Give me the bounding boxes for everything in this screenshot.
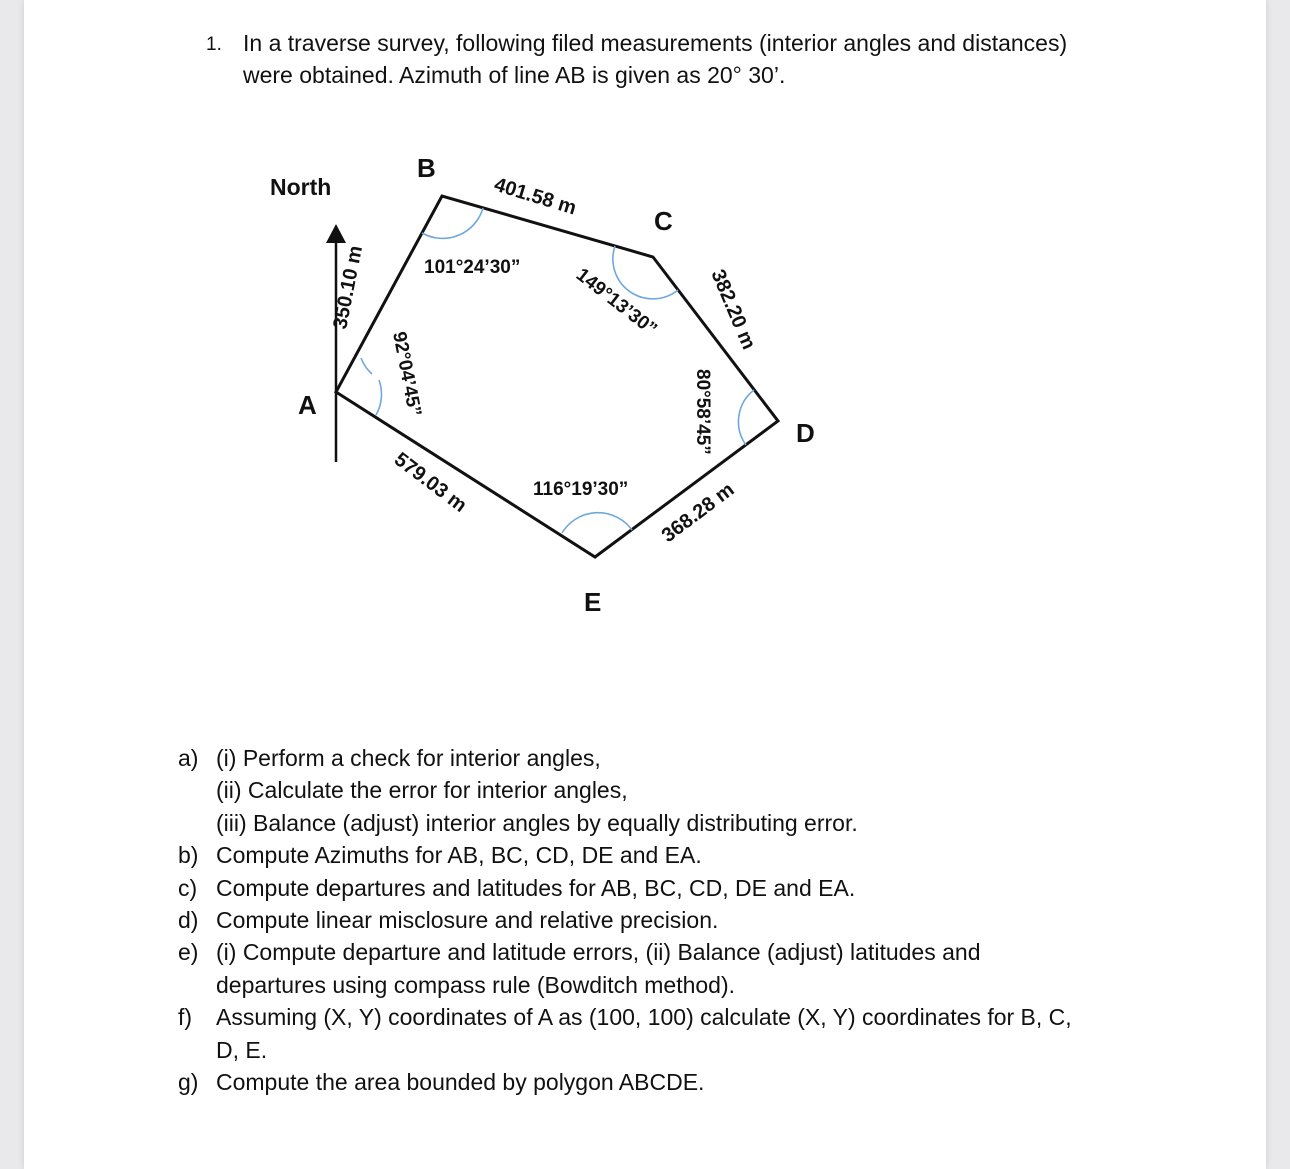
distance-label-cd: 382.20 m (706, 266, 760, 353)
part-label: f) (178, 1004, 193, 1031)
question-line: In a traverse survey, following filed measurements (interior angles and distances) (243, 30, 1068, 56)
angle-arc-d (738, 390, 754, 445)
part-line: departures using compass rule (Bowditch method). (216, 971, 736, 998)
part-label: c) (178, 874, 198, 901)
part-c (178, 872, 1072, 904)
distance-label-bc: 401.58 m (491, 173, 579, 220)
question-parts (178, 742, 1072, 1098)
distance-label-ab: 350.10 m (329, 243, 368, 331)
angle-arc-b (422, 208, 483, 238)
angle-label-e: 116°19’30” (533, 479, 629, 500)
point-label-e: E (584, 587, 602, 617)
point-label-d: D (796, 418, 815, 448)
part-e (178, 936, 1072, 1001)
part-a (178, 742, 1072, 839)
part-b (178, 839, 1072, 871)
part-line: Assuming (X, Y) coordinates of A as (100, 100) calculate (X, Y) coordinates for B, C, (216, 1004, 1072, 1031)
part-d (178, 904, 1072, 936)
part-line: (iii) Balance (adjust) interior angles by equally distributing error. (216, 809, 858, 836)
part-label: g) (178, 1069, 199, 1096)
part-line: Compute the area bounded by polygon ABCDE. (216, 1069, 705, 1096)
part-line: (ii) Calculate the error for interior angles, (216, 777, 628, 804)
part-line: Compute departures and latitudes for AB, BC, CD, DE and EA. (216, 874, 856, 901)
north-arrow-icon (326, 224, 346, 243)
point-label-a: A (298, 390, 317, 420)
part-f (178, 1001, 1072, 1066)
part-line: (i) Compute departure and latitude errors, (ii) Balance (adjust) latitudes and (216, 939, 981, 966)
distance-label-de: 368.28 m (657, 478, 739, 547)
angle-arc-a (361, 358, 372, 374)
part-label: a) (178, 745, 199, 771)
question-line: were obtained. Azimuth of line AB is given as 20° 30’. (243, 62, 786, 88)
part-line: Compute Azimuths for AB, BC, CD, DE and EA. (216, 842, 702, 869)
angle-label-d: 80°58’45” (692, 369, 713, 455)
angle-arc-a2 (376, 380, 381, 415)
part-label: b) (178, 842, 199, 869)
angle-label-c: 149°13’30” (571, 264, 661, 341)
part-line: D, E. (216, 1036, 268, 1063)
angle-label-b: 101°24’30” (424, 257, 521, 278)
point-label-b: B (417, 153, 436, 183)
part-g (178, 1066, 1072, 1098)
question-number: 1. (206, 34, 222, 55)
part-label: d) (178, 907, 199, 934)
angle-arc-e (562, 513, 632, 533)
part-line: Compute linear misclosure and relative precision. (216, 907, 719, 934)
part-line: (i) Perform a check for interior angles, (216, 745, 601, 771)
part-label: e) (178, 939, 199, 966)
distance-label-ea: 579.03 m (389, 448, 471, 517)
point-label-c: C (654, 206, 673, 236)
north-label: North (270, 174, 332, 200)
angle-label-a: 92°04’45” (388, 329, 426, 419)
